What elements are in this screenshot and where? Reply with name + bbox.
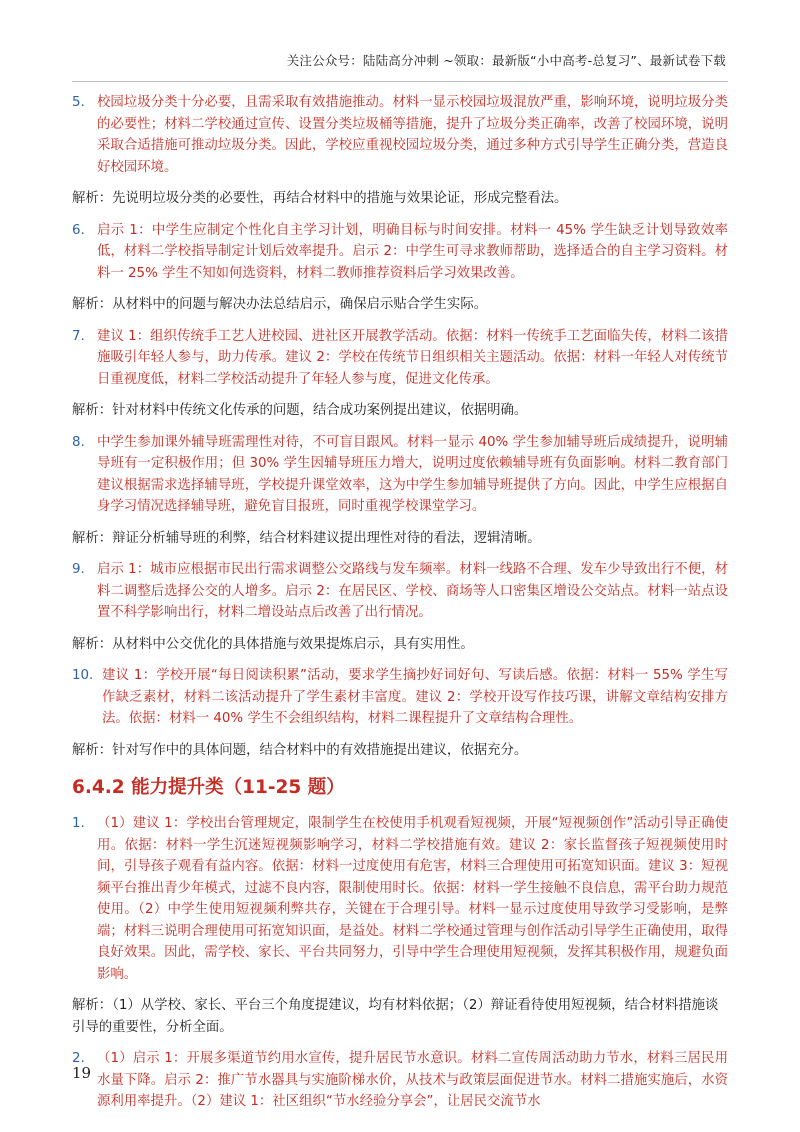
answer-text: 启示 1：中学生应制定个性化自主学习计划，明确目标与时间安排。材料一 45% 学生缺乏计划导致效率低，材料二学校指导制定计划后效率提升。启示 2：中学生可寻求教师帮助，选择适合的自主学习资料。材料一 25% 学生不知如何选资料，材料二教师推荐资料后学习效果改善。: [97, 222, 728, 281]
answer-item: [72, 220, 728, 285]
item-number: 5.: [72, 95, 85, 110]
item-number: 9.: [72, 562, 85, 577]
answer-text: 启示 1：城市应根据市民出行需求调整公交路线与发车频率。材料一线路不合理、发车少导致出行不便，材料二调整后选择公交的人增多。启示 2：在居民区、学校、商场等人口密集区增设公交站点。材料一站点设置不科学影响出行，材料二增设站点后改善了出行情况。: [97, 562, 728, 620]
answer-item: [72, 326, 728, 391]
analysis-text: 解析：（1）从学校、家长、平台三个角度提建议，均有材料依据；（2）辩证看待使用短视频，结合材料措施谈引导的重要性，分析全面。: [72, 998, 719, 1035]
page-header: 关注公众号：陆陆高分冲刺 ~领取：最新版“小中高考-总复习”、最新试卷下载: [286, 53, 726, 68]
answer-text: （1）启示 1：开展多渠道节约用水宣传，提升居民节水意识。材料二宣传周活动助力节水，材料三居民用水量下降。启示 2：推广节水器具与实施阶梯水价，从技术与政策层面促进节水。材料二措施实施后，水资源利用率提升。（2）建议 1：社区组织“节水经验分享会”，让居民交流节水: [97, 1051, 728, 1109]
analysis-text: 解析：针对写作中的具体问题，结合材料中的有效措施提出建议，依据充分。: [72, 742, 528, 758]
item-number: 1.: [72, 816, 85, 831]
answer-block-2: [72, 1048, 728, 1113]
answer-text: 建议 1：组织传统手工艺人进校园、进社区开展教学活动。依据：材料一传统手工艺面临失传，材料二该措施吸引年轻人参与，助力传承。建议 2：学校在传统节日组织相关主题活动。依据：材料一年轻人对传统节日重视度低，材料二学校活动提升了年轻人参与度，促进文化传承。: [97, 328, 728, 387]
header-divider: [72, 81, 728, 82]
page-content: [72, 92, 728, 1113]
item-number: 8.: [72, 434, 85, 450]
answer-item: [72, 92, 728, 178]
answer-text: （1）建议 1：学校出台管理规定，限制学生在校使用手机观看短视频，开展“短视频创作”活动引导正确使用。依据：材料一学生沉迷短视频影响学习，材料二学校措施有效。建议 2：家长监督孩子短视频使用时间，引导孩子观看有益内容。依据：材料一过度使用有危害，材料三合理使用可拓宽知识面。建议 3：短视频平台推出青少年模式，过滤不良内容，限制使用时长。依据：材料一学生接触不良信息，需平台助力规范使用。（2）中学生使用短视频利弊共存，关键在于合理引导。材料一显示过度使用导致学习受影响，是弊端；材料三说明合理使用可拓宽知识面，是益处。材料二学校通过管理与创作活动引导学生正确使用，取得良好效果。因此，需学校、家长、平台共同努力，引导中学生合理使用短视频，发挥其积极作用，规避负面影响。: [97, 816, 728, 982]
answer-block-8: [72, 432, 728, 550]
answer-item: [72, 432, 728, 518]
analysis-text: 解析：针对材料中传统文化传承的问题，结合成功案例提出建议，依据明确。: [72, 403, 528, 418]
item-number: 10.: [72, 668, 94, 683]
answer-block-5: [72, 92, 728, 210]
answer-block-7: [72, 326, 728, 422]
analysis-text: 解析：辩证分析辅导班的利弊，结合材料建议提出理性对待的看法，逻辑清晰。: [72, 530, 541, 546]
item-number: 6.: [72, 222, 85, 238]
answer-block-9: [72, 559, 728, 655]
answer-block-10: [72, 665, 728, 761]
item-number: 2.: [72, 1051, 85, 1066]
analysis-text: 解析：从材料中公交优化的具体措施与效果提炼启示，具有实用性。: [72, 636, 474, 652]
answer-item: [72, 559, 728, 624]
section-title: 6.4.2 能力提升类（11-25 题）: [72, 777, 345, 798]
page-number: 19: [72, 1064, 92, 1082]
answer-item: [72, 1048, 728, 1113]
analysis-text: 解析：从材料中的问题与解决办法总结启示，确保启示贴合学生实际。: [72, 297, 488, 312]
answer-item: [72, 813, 728, 985]
answer-item: [72, 665, 728, 730]
answer-text: 中学生参加课外辅导班需理性对待，不可盲目跟风。材料一显示 40% 学生参加辅导班后成绩提升，说明辅导班有一定积极作用；但 30% 学生因辅导班压力增大，说明过度依赖辅导班有负面影响。材料二教育部门建议根据需求选择辅导班，学校提升课堂效率，这为中学生参加辅导班提供了方向。因此，中学生应根据自身学习情况选择辅导班，避免盲目报班，同时重视学校课堂学习。: [97, 434, 728, 514]
analysis-text: 解析：先说明垃圾分类的必要性，再结合材料中的措施与效果论证，形成完整看法。: [72, 191, 568, 206]
answer-block-6: [72, 220, 728, 316]
answer-text: 校园垃圾分类十分必要，且需采取有效措施推动。材料一显示校园垃圾混放严重，影响环境，说明垃圾分类的必要性；材料二学校通过宣传、设置分类垃圾桶等措施，提升了垃圾分类正确率，改善了校园环境，说明采取合适措施可推动垃圾分类。因此，学校应重视校园垃圾分类，通过多种方式引导学生正确分类，营造良好校园环境。: [97, 95, 728, 175]
item-number: 7.: [72, 328, 85, 344]
answer-block-1: [72, 813, 728, 1038]
answer-text: 建议 1：学校开展“每日阅读积累”活动，要求学生摘抄好词好句、写读后感。依据：材料一 55% 学生写作缺乏素材，材料二该活动提升了学生素材丰富度。建议 2：学校开设写作技巧课，讲解文章结构安排方法。依据：材料一 40% 学生不会组织结构，材料二课程提升了文章结构合理性。: [102, 668, 728, 726]
